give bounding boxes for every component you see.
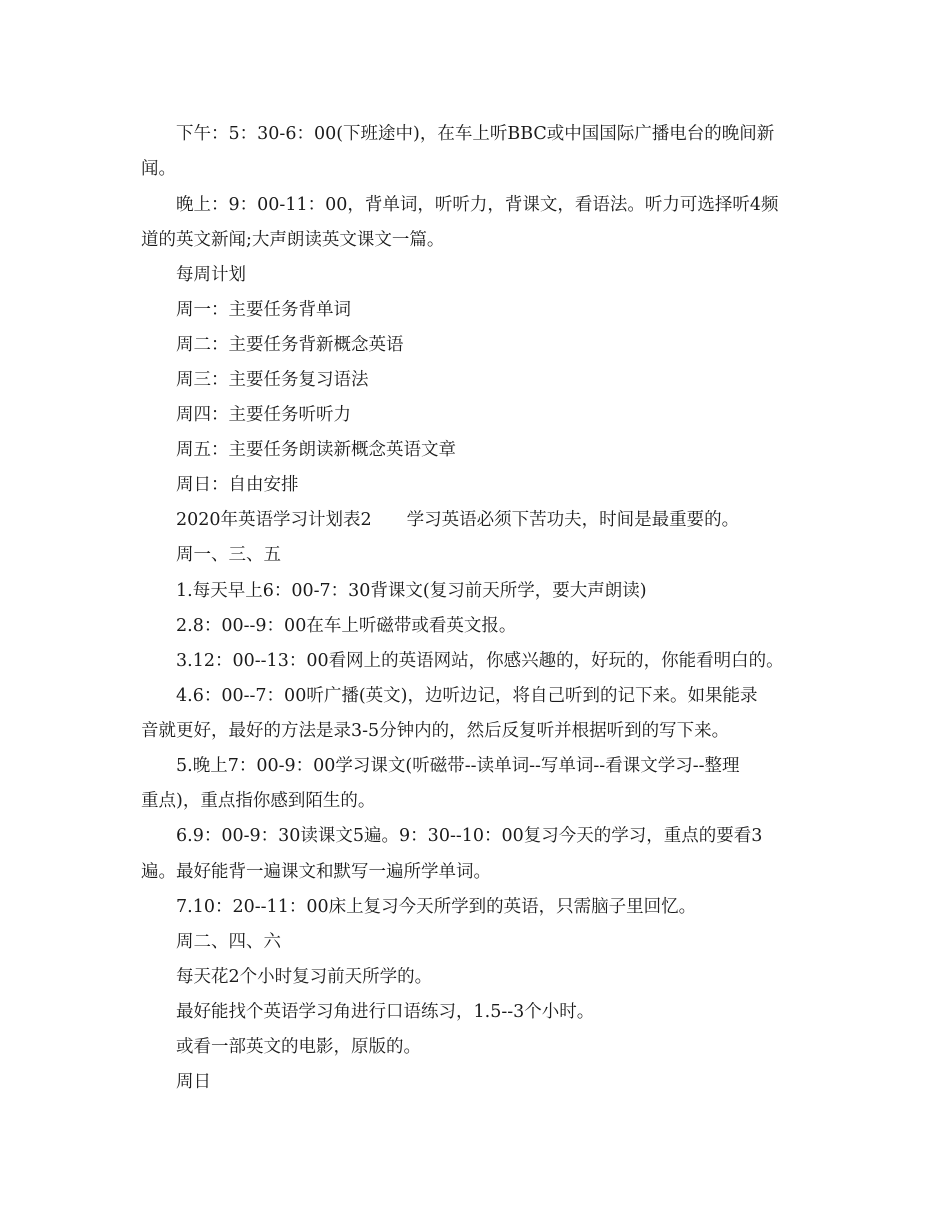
section-heading: 周日 (176, 1072, 211, 1092)
text-line: 2020年英语学习计划表2 学习英语必须下苦功夫，时间是最重要的。 (176, 510, 740, 530)
text-line: 6.9：00-9：30读课文5遍。9：30--10：00复习今天的学习，重点的要看3 (176, 826, 763, 846)
text-line: 道的英文新闻;大声朗读英文课文一篇。 (141, 230, 445, 250)
section-heading: 周一、三、五 (176, 545, 281, 565)
text-line: 4.6：00--7：00听广播(英文)，边听边记，将自己听到的记下来。如果能录 (176, 686, 758, 706)
text-line: 周三：主要任务复习语法 (176, 370, 369, 390)
text-line: 晚上：9：00-11：00，背单词，听听力，背课文，看语法。听力可选择听4频 (176, 195, 779, 215)
text-line: 下午：5：30-6：00(下班途中)，在车上听BBC或中国国际广播电台的晚间新 (176, 124, 775, 144)
text-line: 5.晚上7：00-9：00学习课文(听磁带--读单词--写单词--看课文学习--整理 (176, 756, 740, 776)
text-line: 最好能找个英语学习角进行口语练习，1.5--3个小时。 (176, 1002, 595, 1022)
text-line: 遍。最好能背一遍课文和默写一遍所学单词。 (141, 862, 491, 882)
section-heading: 每周计划 (176, 265, 246, 285)
text-line: 周四：主要任务听听力 (176, 405, 351, 425)
text-line: 音就更好，最好的方法是录3-5分钟内的，然后反复听并根据听到的写下来。 (141, 721, 730, 741)
text-line: 闻。 (141, 159, 176, 179)
text-line: 2.8：00--9：00在车上听磁带或看英文报。 (176, 616, 517, 636)
text-line: 7.10：20--11：00床上复习今天所学到的英语，只需脑子里回忆。 (176, 897, 697, 917)
text-line: 每天花2个小时复习前天所学的。 (176, 967, 433, 987)
text-line: 周日：自由安排 (176, 475, 299, 495)
section-heading: 周二、四、六 (176, 932, 281, 952)
text-line: 重点)，重点指你感到陌生的。 (141, 791, 376, 811)
text-line: 或看一部英文的电影，原版的。 (176, 1037, 421, 1057)
text-line: 1.每天早上6：00-7：30背课文(复习前天所学，要大声朗读) (176, 581, 647, 601)
text-line: 3.12：00--13：00看网上的英语网站，你感兴趣的，好玩的，你能看明白的。 (176, 651, 784, 671)
text-line: 周二：主要任务背新概念英语 (176, 335, 404, 355)
text-line: 周五：主要任务朗读新概念英语文章 (176, 440, 456, 460)
text-line: 周一：主要任务背单词 (176, 300, 351, 320)
